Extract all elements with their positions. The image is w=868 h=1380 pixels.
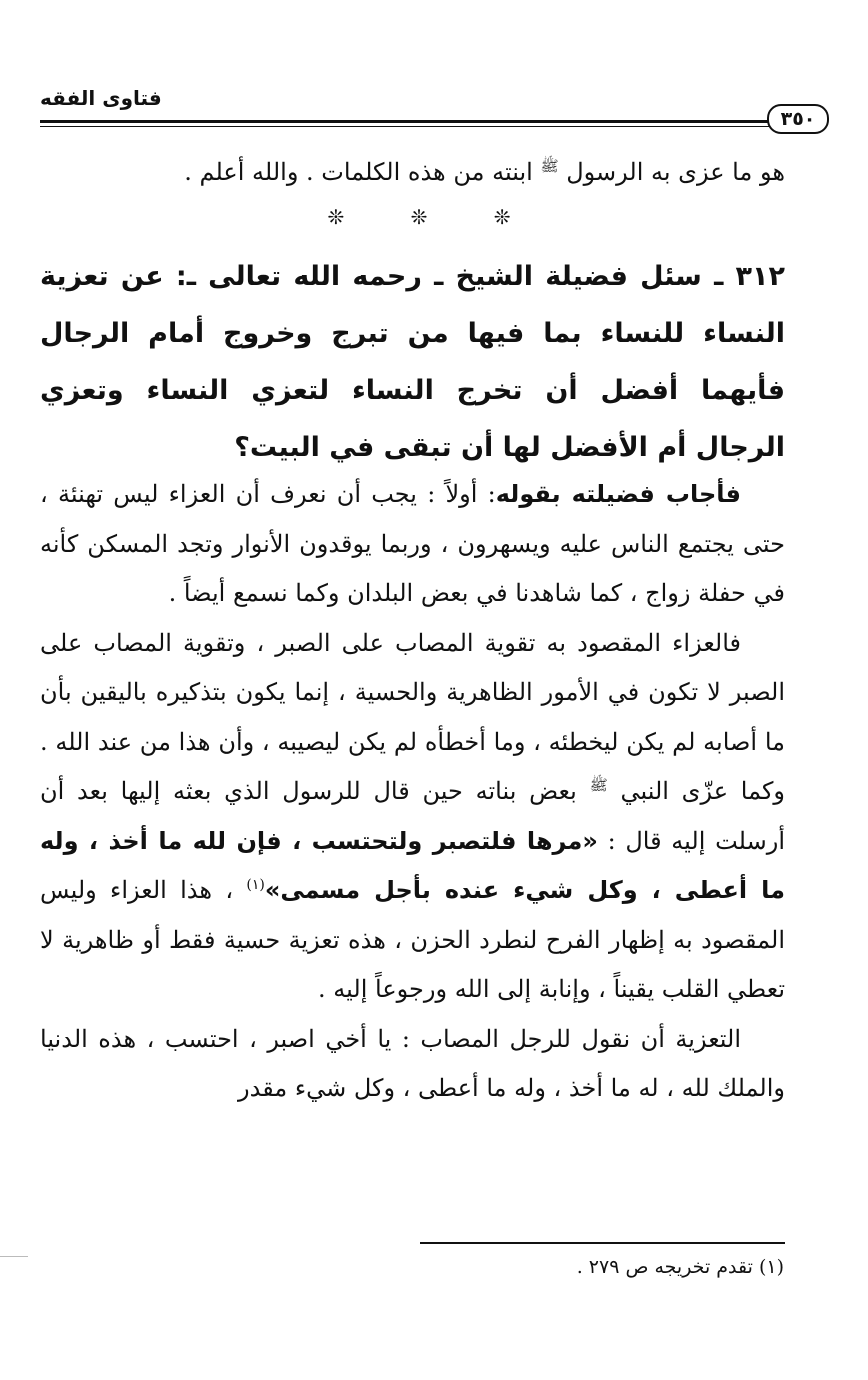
answer-paragraph-2 (40, 619, 785, 1015)
salutation-seal: ﷺ (540, 157, 559, 175)
answer-lead: فأجاب فضيلته بقوله (495, 480, 741, 508)
answer-p2-text-a: فالعزاء المقصود به تقوية المصاب على الصبر ، وتقوية المصاب على الصبر لا تكون في الأمور الظاهرية والحسية ، إنما يكون بتذكيره باليقين بأن ما أصابه لم يكن ليخطئه ، وما أخطأه لم يكن ليصيبه ، وأن هذا من عند الله . وكما عزّى النبي (40, 628, 785, 805)
salutation-seal: ﷺ (589, 776, 608, 794)
fatwa-question: ٣١٢ ـ سئل فضيلة الشيخ ـ رحمه الله تعالى ـ: عن تعزية النساء للنساء بما فيها من تبرج وخروج أمام الرجال فأيهما أفضل أن تخرج النساء لتعزي النساء وتعزي الرجال أم الأفضل لها أن تبقى في البيت؟ (40, 261, 785, 463)
fatwa-answer (40, 470, 785, 1114)
footnote-divider (420, 1242, 785, 1244)
answer-p3-text: التعزية أن نقول للرجل المصاب : يا أخي اصبر ، احتسب ، هذه الدنيا والملك لله ، له ما أخذ ، وله ما أعطى ، وكل شيء مقدر (40, 1024, 785, 1102)
intro-text-a: هو ما عزى به الرسول (558, 158, 785, 186)
header-rule-thick (40, 120, 775, 123)
intro-paragraph (40, 150, 785, 194)
answer-p1-text: : أولاً : يجب أن نعرف أن العزاء ليس تهنئة ، حتى يجتمع الناس عليه ويسهرون ، وربما يوقدون الأنوار وتجد المسكن كأنه في حفلة زواج ، كما شاهدنا في بعض البلدان وكما نسمع أيضاً . (40, 480, 785, 607)
running-header (40, 86, 825, 130)
footnote: (١) تقدم تخريجه ص ٢٧٩ . (576, 1256, 784, 1278)
answer-paragraph-3 (40, 1015, 785, 1114)
section-separator: ❊ ❊ ❊ (327, 205, 541, 229)
answer-p2-text-b: بعض بناته حين قال للرسول الذي بعثه إليها بعد أن أرسلت إليه قال : (40, 777, 785, 855)
answer-paragraph-1 (40, 470, 785, 619)
answer-p2-text-c: ، هذا العزاء وليس المقصود به إظهار الفرح لنطرد الحزن ، هذه تعزية حسية فقط أو ظاهرية لا تعطي القلب يقيناً ، وإنابة إلى الله ورجوعاً إليه . (40, 876, 785, 1003)
header-rule-thin (40, 126, 775, 127)
hadith-quote: «مرها فلتصبر ولتحتسب ، فإن لله ما أخذ ، وله ما أعطى ، وكل شيء عنده بأجل مسمى» (40, 826, 786, 904)
page-number: ٣٥٠ (767, 104, 829, 134)
margin-mark (0, 1256, 28, 1257)
footnote-reference[interactable]: (١) (246, 877, 265, 893)
intro-text-b: ابنته من هذه الكلمات . والله أعلم . (184, 158, 541, 186)
header-title: فتاوى الفقه (40, 86, 162, 110)
